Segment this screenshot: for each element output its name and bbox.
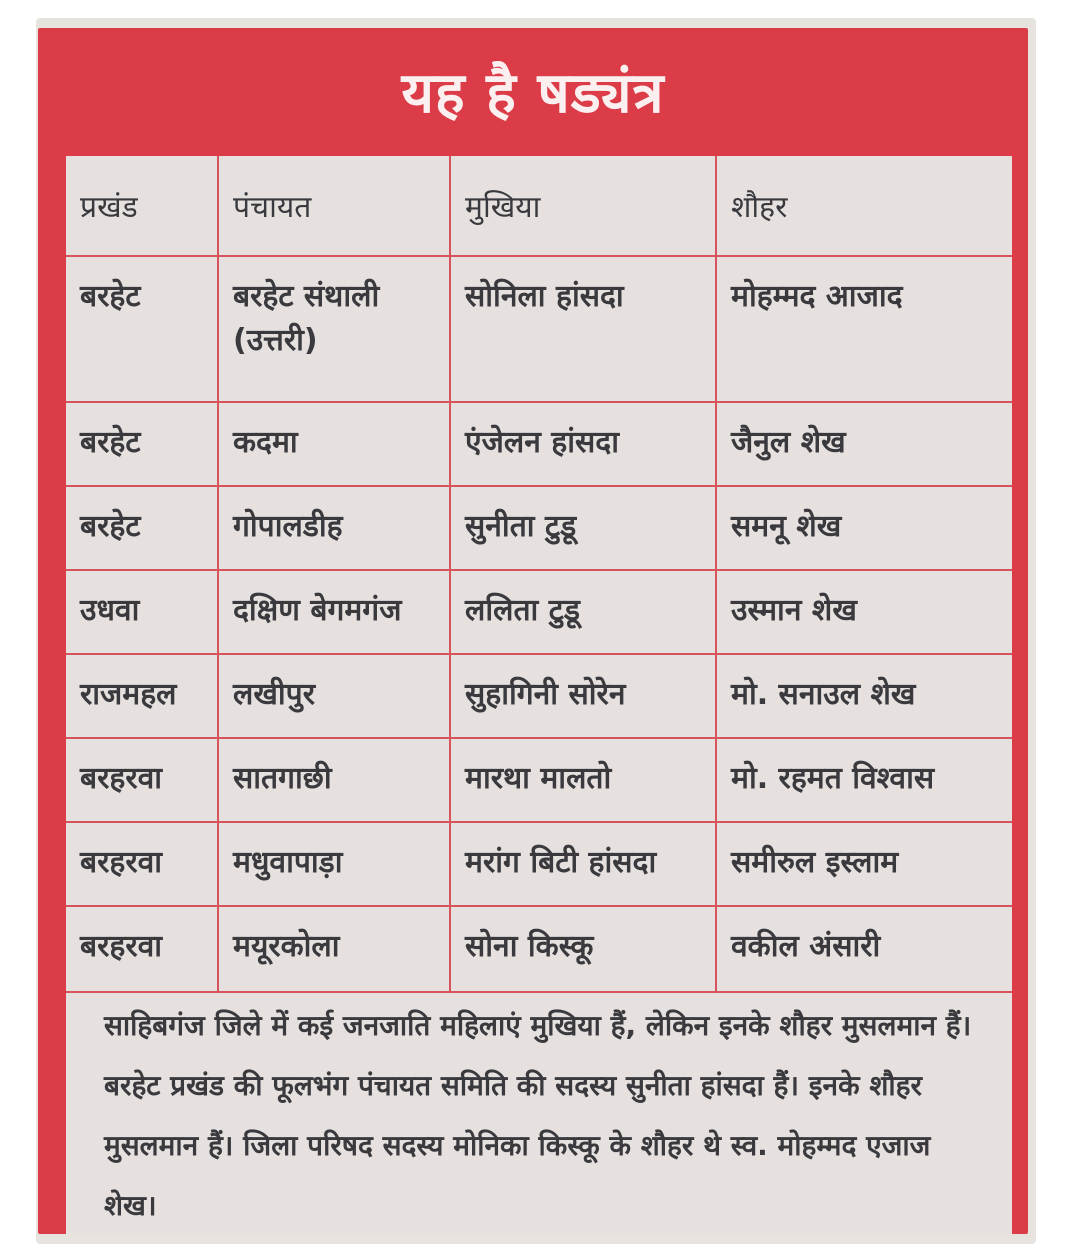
table-row xyxy=(66,486,1012,570)
table-cell: सुनीता टुडू xyxy=(450,486,716,570)
table-cell: सातगाछी xyxy=(218,738,450,822)
article-content xyxy=(66,156,1012,1234)
table-cell: बरहेट xyxy=(66,402,218,486)
header-cell: प्रखंड xyxy=(66,156,218,256)
table-row xyxy=(66,906,1012,992)
table-cell: बरहेट संथाली (उत्तरी) xyxy=(218,256,450,402)
table-cell: बरहरवा xyxy=(66,906,218,992)
table-cell: एंजेलन हांसदा xyxy=(450,402,716,486)
table-cell: समीरुल इस्लाम xyxy=(716,822,1012,906)
table-cell: उधवा xyxy=(66,570,218,654)
table-row xyxy=(66,402,1012,486)
table-cell: मारथा मालतो xyxy=(450,738,716,822)
table-row xyxy=(66,256,1012,402)
table-cell: बरहरवा xyxy=(66,822,218,906)
table-row xyxy=(66,738,1012,822)
table-cell: मधुवापाड़ा xyxy=(218,822,450,906)
table-cell: मो. सनाउल शेख xyxy=(716,654,1012,738)
table-cell: मोहम्मद आजाद xyxy=(716,256,1012,402)
table-cell: समनू शेख xyxy=(716,486,1012,570)
table-row xyxy=(66,570,1012,654)
table-cell: बरहरवा xyxy=(66,738,218,822)
table-cell: उस्मान शेख xyxy=(716,570,1012,654)
table-cell: सोनिला हांसदा xyxy=(450,256,716,402)
table-cell: लखीपुर xyxy=(218,654,450,738)
header-cell: शौहर xyxy=(716,156,1012,256)
table-cell: सुहागिनी सोरेन xyxy=(450,654,716,738)
article-note: साहिबगंज जिले में कई जनजाति महिलाएं मुखिया हैं, लेकिन इनके शौहर मुसलमान हैं। बरहेट प्रखंड की फूलभंग पंचायत समिति की सदस्य सुनीता हांसदा हैं। इनके शौहर मुसलमान हैं। जिला परिषद सदस्य मोनिका किस्कू के शौहर थे स्व. मोहम्मद एजाज शेख। xyxy=(104,1009,972,1222)
table-cell: मरांग बिटी हांसदा xyxy=(450,822,716,906)
table-cell: सोना किस्कू xyxy=(450,906,716,992)
table-cell: ललिता टुडू xyxy=(450,570,716,654)
header-cell: पंचायत xyxy=(218,156,450,256)
table-cell: वकील अंसारी xyxy=(716,906,1012,992)
table-header-row xyxy=(66,156,1012,256)
table-row xyxy=(66,654,1012,738)
table-cell: गोपालडीह xyxy=(218,486,450,570)
table-cell: मो. रहमत विश्वास xyxy=(716,738,1012,822)
table-row xyxy=(66,822,1012,906)
table-cell: कदमा xyxy=(218,402,450,486)
table-cell: मयूरकोला xyxy=(218,906,450,992)
table-cell: राजमहल xyxy=(66,654,218,738)
table-cell: बरहेट xyxy=(66,486,218,570)
table-cell: बरहेट xyxy=(66,256,218,402)
header-cell: मुखिया xyxy=(450,156,716,256)
article-title: यह है षड्यंत्र xyxy=(401,61,665,126)
mukhiya-table xyxy=(66,156,1012,993)
table-cell: दक्षिण बेगमगंज xyxy=(218,570,450,654)
article-frame xyxy=(38,28,1028,1234)
table-cell: जैनुल शेख xyxy=(716,402,1012,486)
